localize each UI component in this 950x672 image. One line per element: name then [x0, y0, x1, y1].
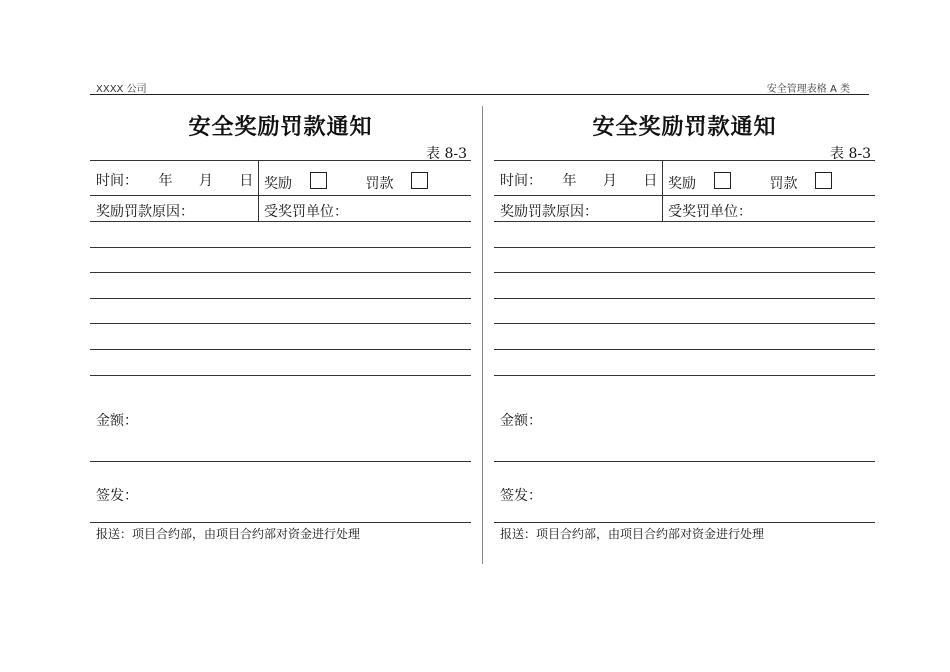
reward-label: 奖励: [264, 176, 292, 192]
row-divider: [494, 522, 875, 523]
form-title: 安全奖励罚款通知: [592, 114, 777, 140]
writing-line: [90, 247, 471, 248]
form-category: 安全管理表格 A 类: [766, 84, 850, 95]
writing-line: [494, 247, 875, 248]
writing-line: [90, 272, 471, 273]
submission-note: 报送：项目合约部，由项目合约部对资金进行处理: [96, 527, 361, 541]
row-divider: [90, 522, 471, 523]
writing-line: [90, 298, 471, 299]
time-label: 时间：: [500, 173, 542, 189]
table-number: 表 8-3: [426, 146, 467, 162]
writing-line: [90, 323, 471, 324]
issue-label: 签发：: [500, 488, 542, 504]
writing-line: [90, 349, 471, 350]
notice-form-left: [90, 0, 471, 672]
form-title: 安全奖励罚款通知: [188, 114, 373, 140]
page-divider: [482, 106, 483, 564]
writing-line: [494, 349, 875, 350]
writing-line: [494, 375, 875, 376]
reward-fine-field: [264, 172, 428, 193]
issue-label: 签发：: [96, 488, 138, 504]
column-divider: [662, 160, 663, 221]
time-field: [96, 170, 253, 190]
table-top-border: [90, 160, 471, 161]
reason-label: 奖励罚款原因：: [500, 204, 598, 220]
row-divider: [90, 221, 471, 222]
row-divider: [494, 195, 875, 196]
amount-label: 金额：: [500, 413, 542, 429]
fine-checkbox[interactable]: [411, 172, 428, 189]
year-label: 年: [158, 173, 173, 189]
row-divider: [494, 221, 875, 222]
column-divider: [258, 160, 259, 221]
reward-checkbox[interactable]: [310, 172, 327, 189]
fine-label: 罚款: [365, 176, 394, 192]
row-divider: [90, 461, 471, 462]
month-label: 月: [602, 173, 617, 189]
writing-line: [494, 298, 875, 299]
day-label: 日: [239, 173, 254, 189]
notice-form-right: [494, 0, 875, 672]
fine-label: 罚款: [769, 176, 798, 192]
writing-line: [494, 272, 875, 273]
reason-label: 奖励罚款原因：: [96, 204, 194, 220]
company-name: XXXX 公司: [96, 84, 147, 95]
month-label: 月: [198, 173, 213, 189]
fine-checkbox[interactable]: [815, 172, 832, 189]
unit-label: 受奖罚单位：: [668, 204, 752, 220]
submission-note: 报送：项目合约部，由项目合约部对资金进行处理: [500, 527, 765, 541]
amount-label: 金额：: [96, 413, 138, 429]
row-divider: [90, 195, 471, 196]
reward-label: 奖励: [668, 176, 696, 192]
day-label: 日: [643, 173, 658, 189]
unit-label: 受奖罚单位：: [264, 204, 348, 220]
table-top-border: [494, 160, 875, 161]
reward-fine-field: [668, 172, 832, 193]
writing-line: [90, 375, 471, 376]
writing-line: [494, 323, 875, 324]
year-label: 年: [562, 173, 577, 189]
time-field: [500, 170, 657, 190]
reward-checkbox[interactable]: [714, 172, 731, 189]
row-divider: [494, 461, 875, 462]
table-number: 表 8-3: [830, 146, 871, 162]
time-label: 时间：: [96, 173, 138, 189]
